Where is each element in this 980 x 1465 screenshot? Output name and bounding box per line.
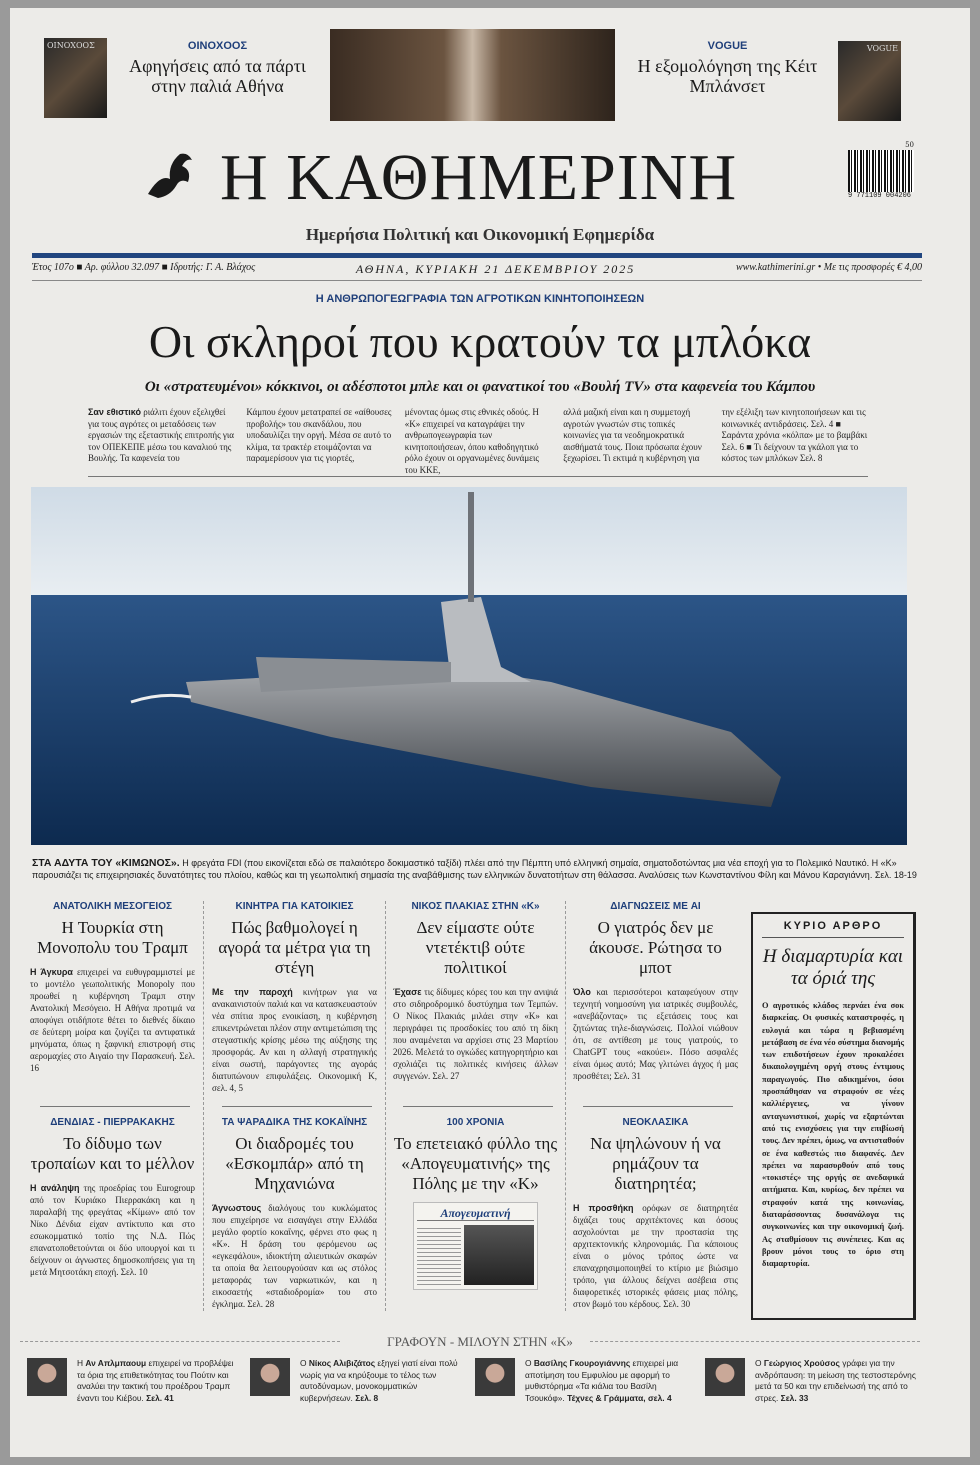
story-card[interactable]: [573, 1117, 738, 1310]
story-text: διαλόγους του κυκλώματος που επιχείρησε να εισαγάγει στην Ελλάδα μεγάλο φορτίο κοκαΐνης, φέρνει στο φως η «Κ». Η δράση του φερόμενου ως «εγκεφάλου», ιδιοκτήτη αλιευτικών σκαφών τα οποία θα λειτουργούσαν και ως στόλος μεταφοράς των ναρκωτικών, και η εικοσαετής «σταδιοδρομία» του στο έγκλημα. Σελ. 28: [212, 1203, 377, 1309]
divider: [222, 1106, 372, 1107]
editorial-title[interactable]: Η διαμαρτυρία και τα όριά της: [762, 946, 904, 989]
columnist-page-ref: Σελ. 41: [146, 1392, 174, 1403]
divider: [40, 1106, 190, 1107]
columnist-text: επιχειρεί να προβλέψει τα όρια της επιθετικότητας του Πούτιν και αναλύει την τακτική του προέδρου Τραμπ έναντι του Κιέβου.: [77, 1358, 234, 1403]
columnist-page-ref: Σελ. 33: [780, 1392, 809, 1403]
story-card[interactable]: [212, 1117, 377, 1310]
barcode: [848, 141, 914, 208]
story-title[interactable]: Η Τουρκία στη Μονοπολυ του Τραμπ: [37, 918, 188, 957]
story-body: [573, 1202, 738, 1310]
lead-column: αλλά μαζική είναι και η συμμετοχή αγροτών γνωστών στις τοπικές κοινωνίες για τα νεοδημοκρατικά αισθήματά τους. Ποια πρόσωπα έχουν ξεχωρίσει. Τι εκτιμά η κυβέρνηση για: [563, 407, 702, 463]
photo-caption: [32, 857, 922, 881]
columnist-article: Ο: [525, 1358, 532, 1368]
story-body: [30, 966, 195, 1074]
promo-vogue[interactable]: [635, 40, 820, 96]
story-title[interactable]: Να ψηλώνουν ή να ρημάζουν τα διατηρητέα;: [590, 1134, 721, 1193]
griffin-logo-icon: [140, 144, 200, 204]
story-title[interactable]: Πώς βαθμολογεί η αγορά τα μέτρα για τη στέγη: [218, 918, 371, 977]
lead-word: Σαν εθιστικό: [88, 407, 141, 417]
story-kicker: ΚΙΝΗΤΡΑ ΓΙΑ ΚΑΤΟΙΚΙΕΣ: [235, 901, 354, 912]
columnist-article: Η: [77, 1358, 84, 1368]
website-price[interactable]: www.kathimerini.gr • Με τις προσφορές € 4,00: [735, 262, 922, 273]
promo-oinochoos[interactable]: [120, 40, 315, 96]
divider: [583, 1106, 733, 1107]
story-body: [573, 986, 738, 1082]
caption-title: ΣΤΑ ΑΔΥΤΑ ΤΟΥ «ΚΙΜΩΝΟΣ».: [32, 857, 180, 869]
story-body: [393, 986, 558, 1082]
story-title[interactable]: Δεν είμαστε ούτε ντετέκτιβ ούτε πολιτικοί: [416, 918, 535, 977]
story-lead: Άγνωστους: [212, 1203, 262, 1213]
frigate-photo[interactable]: [31, 487, 907, 845]
story-lead: Έχασε: [393, 987, 422, 997]
story-card[interactable]: [30, 901, 195, 1074]
story-text: κινήτρων για να ανακαινιστούν παλιά και να κατασκευαστούν νέα σπίτια προς ενοικίαση, η κυβέρνηση επικεντρώνεται πλέον στην αντιμετώπιση της στεγαστικής κρίσης μέσω της αύξησης της προσφοράς. Αν και η αλλαγή στρατηγικής είναι σωστή, παράγοντες της αγοράς διατυπώνουν επιφυλάξεις. Οικονομική Κ, σελ. 4, 5: [212, 987, 378, 1093]
vogue-thumbnail[interactable]: [838, 41, 901, 121]
lead-column: μένοντας όμως στις εθνικές οδούς. Η «Κ» επιχειρεί να καταγράψει την ανθρωπογεωγραφία των κινητοποιήσεων, όπου καθοδηγητικό ρόλο έχουν οι οργανωμένες δυνάμεις του ΚΚΕ,: [404, 407, 539, 475]
divider: [403, 1106, 553, 1107]
editorial-text: Ο αγροτικός κλάδος περνάει ένα σοκ διαρκείας. Οι φυσικές καταστροφές, η ευλογιά και τώρα η βεβιασμένη μετάβαση σε ένα νέο σύστημα διανομής των επιδοτήσεων έχουν προκαλέσει δικαιολογημένη οργή στους έντιμους παραγωγούς. Πιο αδικημένοι, όσοι προσπάθησαν να στραφούν σε νέες καλλιέργειες, να γίνουν ανταγωνιστικοί, χωρίς να εξαρτώνται από τις ενισχύσεις για την επιβίωσή τους. Δεν πρέπει, όμως, να αντισταθούν σε ένα καθεστώς πιο διαφανές. Δεν πρέπει να παρασυρθούν από τους «τοκιστές» της οργής σε ανεδαφικά αιτήματα. Και, κυρίως, δεν πρέπει να στραφούν κατά της κοινωνίας, διαταράσσοντας δυσανάλογα τις συγκοινωνίες και την οικονομική ζωή. Ας σταθμίσουν τις συνέπειες. Και ας βρουν μόνοι τους το όριο στη διαμαρτυρία.: [762, 1001, 904, 1269]
edition-date: ΑΘΗΝΑ, ΚΥΡΙΑΚΗ 21 ΔΕΚΕΜΒΡΙΟΥ 2025: [355, 262, 636, 276]
story-kicker: ΔΙΑΓΝΩΣΕΙΣ ΜΕ AI: [610, 901, 701, 912]
promo-kicker: VOGUE: [707, 40, 748, 52]
columnist-blurb: [300, 1358, 465, 1404]
story-lead: Η Άγκυρα: [30, 967, 73, 977]
lead-column: την εξέλιξη των κινητοποιήσεων και τις κοινωνικές αντιδράσεις. Σελ. 4 ■ Σαράντα χρόνια «κόλπα» με το βαμβάκι Σελ. 6 ■ Τι δείχνουν τα γκάλοπ για το κόστος των μπλόκων Σελ. 8: [721, 407, 868, 463]
masthead-rule: [32, 253, 922, 258]
columnist-article: Ο: [300, 1358, 307, 1368]
columnist-text: επιχειρεί μια αποτίμηση του Εμφυλίου με αφορμή το μυθιστόρημα «Τα κιάλια του Βασίλη Τσουκόφ».: [525, 1358, 679, 1403]
columnist-page-ref: Σελ. 8: [355, 1392, 379, 1403]
apogevmatini-logo-text: Απογευματινή: [417, 1206, 534, 1221]
promo-kicker: ΟΙΝΟΧΟΟΣ: [187, 40, 248, 52]
caption-text: Η φρεγάτα FDI (που εικονίζεται εδώ σε παλαιότερο δοκιμαστικό ταξίδι) πλέει από την Πέμπτη υπό ελληνική σημαία, σηματοδοτώντας μια νέα εποχή για το Πολεμικό Ναυτικό. Η «Κ» παρουσιάζει τις επιχειρησιακές δυνατότητες του πλοίου, καθώς και τη γεωπολιτική σημασία της αναβάθμισης των ελληνικών δυνατοτήτων στη θάλασσα. Αναλύσεις των Κωνσταντίνου Φίλη και Μάνου Καραγιάννη. Σελ. 18-19: [32, 858, 917, 880]
story-kicker: ΝΕΟΚΛΑΣΙΚΑ: [622, 1117, 689, 1128]
story-kicker: ΔΕΝΔΙΑΣ - ΠΙΕΡΡΑΚΑΚΗΣ: [50, 1117, 175, 1128]
columnist-article: Ο: [755, 1358, 762, 1368]
columnist-photo: [250, 1358, 290, 1396]
story-text: επιχειρεί να ευθυγραμμιστεί με το μοντέλο γεωπολιτικής Monopoly που προωθεί η κυβέρνηση Τραμπ στην Ανατολική Μεσόγειο. Η Αθήνα προτιμά να αποφύγει οτιδήποτε θέτει το διεθνές δίκαιο σε δεύτερη μοίρα και ζυγίζει τα αντιφατικά μηνύματα, όπως η ξαφνική επιστροφή στις αερομαχίες στο Αιγαίο την Παρασκευή. Σελ. 16: [30, 967, 196, 1073]
story-kicker: ΤΑ ΨΑΡΑΔΙΚΑ ΤΗΣ ΚΟΚΑΪΝΗΣ: [221, 1117, 368, 1128]
lead-body: [88, 407, 868, 476]
story-kicker: ΝΙΚΟΣ ΠΛΑΚΙΑΣ ΣΤΗΝ «Κ»: [411, 901, 540, 912]
columnist-item[interactable]: [27, 1358, 242, 1404]
story-body: [30, 1182, 195, 1278]
story-body: [212, 986, 377, 1094]
columnist-photo: [475, 1358, 515, 1396]
masthead-title: Η ΚΑΘΗΜΕΡΙΝΗ: [220, 141, 738, 214]
columnist-name: Αν Απλμπαουμ: [85, 1358, 147, 1368]
story-lead: Η προσθήκη: [573, 1203, 634, 1213]
columnist-photo: [705, 1358, 745, 1396]
story-lead: Όλο: [573, 987, 591, 997]
story-card[interactable]: [393, 901, 558, 1082]
columnist-name: Βασίλης Γκουρογιάννης: [533, 1358, 631, 1368]
editorial-box[interactable]: [751, 912, 916, 1320]
newspaper-page: [10, 8, 970, 1457]
story-text: της προεδρίας του Eurogroup από τον Κυριάκο Πιερρακάκη και η παραλαβή της φρεγάτας «Κίμων» από τον Νίκο Δένδια είχαν αντίκτυπο και στο εσωκομματικό τοπίο της Ν.Δ. Πώς επανατοποθετούνται οι δύο υπουργοί και τι δείχνουν οι άγνωστες δημοσκοπήσεις για τη μετά Μητσοτάκη εποχή. Σελ. 10: [30, 1183, 195, 1277]
edition-info: [32, 262, 922, 281]
story-body: [212, 1202, 377, 1310]
columnist-blurb: [755, 1358, 920, 1404]
lead-kicker: Η ΑΝΘΡΩΠΟΓΕΩΓΡΑΦΙΑ ΤΩΝ ΑΓΡΟΤΙΚΩΝ ΚΙΝΗΤΟΠΟΙΗΣΕΩΝ: [315, 293, 645, 305]
columnist-name: Νίκος Αλιβιζάτος: [308, 1358, 376, 1368]
story-text: και περισσότεροι καταφεύγουν στην τεχνητή νοημοσύνη για ιατρικές συμβουλές, «ανεβάζοντας» τις εξετάσεις τους και ζητώντας τηλε-διαγνώσεις. Πολλοί νιώθουν ότι, σε αντίθεση με τους γιατρούς, το ChatGPT τους «ακούει». Πόσο ασφαλές είναι όμως αυτό; Μας γλιτώνει άγχος ή μας προσθέτει; Σελ. 31: [573, 987, 739, 1081]
story-kicker: 100 ΧΡΟΝΙΑ: [446, 1117, 505, 1128]
story-card[interactable]: [573, 901, 738, 1082]
columnist-text: εξηγεί γιατί είναι πολύ νωρίς για να κηρύξουμε το τέλος των αυτοδύναμων, μονοκομματικών κυβερνήσεων.: [300, 1358, 458, 1403]
columnist-blurb: [525, 1358, 690, 1404]
lead-column: Κάμπου έχουν μετατραπεί σε «αίθουσες προβολής» του σκανδάλου, που υποδαυλίζει την οργή. Μέσα σε αυτό το κλίμα, τα τρακτέρ ετοιμάζονται να παραμερίσουν για τις γιορτές,: [246, 407, 392, 463]
promo-center-photo: [330, 29, 615, 121]
promo-title: Αφηγήσεις από τα πάρτι στην παλιά Αθήνα: [129, 56, 306, 96]
story-title[interactable]: Ο γιατρός δεν με άκουσε. Ρώτησα το μποτ: [589, 918, 722, 977]
lead-text: ριάλιτι έχουν εξελιχθεί για τους αγρότες οι μεταδόσεις των εργασιών της εξεταστικής επιτροπής για τον ΟΠΕΚΕΠΕ μέσω του καναλιού της Βουλής. Τα καφενεία του: [88, 407, 234, 463]
story-lead: Με την παροχή: [212, 987, 293, 997]
oinochoos-logo-text: ΟΙΝΟΧΟΟΣ: [47, 41, 95, 50]
story-card[interactable]: [212, 901, 377, 1094]
story-title[interactable]: Οι διαδρομές του «Εσκομπάρ» από τη Μηχανιώνα: [225, 1134, 364, 1193]
divider: [88, 476, 868, 477]
story-card[interactable]: [30, 1117, 195, 1278]
story-card[interactable]: [393, 1117, 558, 1290]
columnists-title: ΓΡΑΦΟΥΝ - ΜΙΛΟΥΝ ΣΤΗΝ «Κ»: [387, 1334, 573, 1349]
apogevmatini-front-page-image[interactable]: [413, 1202, 538, 1290]
columnist-photo: [27, 1358, 67, 1396]
story-kicker: ΑΝΑΤΟΛΙΚΗ ΜΕΣΟΓΕΙΟΣ: [53, 901, 172, 912]
oinochoos-thumbnail[interactable]: [44, 38, 107, 118]
vogue-logo-text: VOGUE: [866, 44, 898, 53]
column-divider: [203, 901, 204, 1311]
columnist-item[interactable]: [250, 1358, 465, 1404]
editorial-kicker: ΚΥΡΙΟ ΑΡΘΡΟ: [762, 920, 904, 938]
lead-headline[interactable]: Οι σκληροί που κρατούν τα μπλόκα: [148, 316, 812, 367]
columnist-name: Γεώργιος Χρούσος: [763, 1358, 840, 1368]
masthead-subtitle: Ημερήσια Πολιτική και Οικονομική Εφημερίδα: [305, 225, 655, 244]
columnist-text: γράφει για την ανδρόπαυση: τη μείωση της τεστοστερόνης μετά τα 50 και την επιδείνωσή της από το στρες.: [755, 1358, 916, 1403]
promo-title: Η εξομολόγηση της Κέιτ Μπλάνσετ: [637, 56, 818, 96]
story-title[interactable]: Το επετειακό φύλλο της «Απογευματινής» της Πόλης με την «Κ»: [393, 1134, 558, 1193]
columnist-page-ref: Τέχνες & Γράμματα, σελ. 4: [567, 1392, 672, 1403]
edition-number: Έτος 107ο ■ Αρ. φύλλου 32.097 ■ Ιδρυτής: Γ. Α. Βλάχος: [32, 262, 256, 273]
issue-code: 50: [905, 141, 914, 149]
column-divider: [385, 901, 386, 1311]
column-divider: [565, 901, 566, 1311]
story-text: τις δίδυμες κόρες του και την ανιψιά στο σιδηροδρομικό δυστύχημα των Τεμπών. Ο Νίκος Πλακιάς μιλάει στην «Κ» και περιγράφει τις προσδοκίες του από τη δίκη που αναμένεται να αρχίσει στις 23 Μαρτίου 2026. Μελετά το ογκώδες κατηγορητήριο και σχολιάζει τις πολιτικές κινήσεις άλλων συγγενών. Σελ. 27: [393, 987, 558, 1081]
columnist-item[interactable]: [705, 1358, 920, 1404]
story-lead: Η ανάληψη: [30, 1183, 80, 1193]
columnist-item[interactable]: [475, 1358, 690, 1404]
columnist-blurb: [77, 1358, 242, 1404]
barcode-number: 9 771109 004206: [848, 192, 912, 200]
lead-deck: Οι «στρατευμένοι» κόκκινοι, οι αδέσποτοι μπλε και οι φανατικοί του «Βουλή TV» στα καφενεία του Κάμπου: [144, 379, 816, 395]
story-text: ορόφων σε διατηρητέα διχάζει τους αρχιτέκτονες και όσους ασχολούνται με την προστασία της αρχιτεκτονικής κληρονομιάς. Για κάποιους είναι ο μόνος τρόπος ώστε να επαναχρησιμοποιηθεί το κτίριο με βιώσιμο τρόπο, για άλλους δείχνει ασέβεια στις διαφορετικές ιστορικές φάσεις μιας πόλης, στον βωμό του κέρδους. Σελ. 30: [573, 1203, 738, 1309]
lead-column: [88, 407, 234, 476]
story-title[interactable]: Το δίδυμο των τροπαίων και το μέλλον: [30, 1134, 195, 1173]
